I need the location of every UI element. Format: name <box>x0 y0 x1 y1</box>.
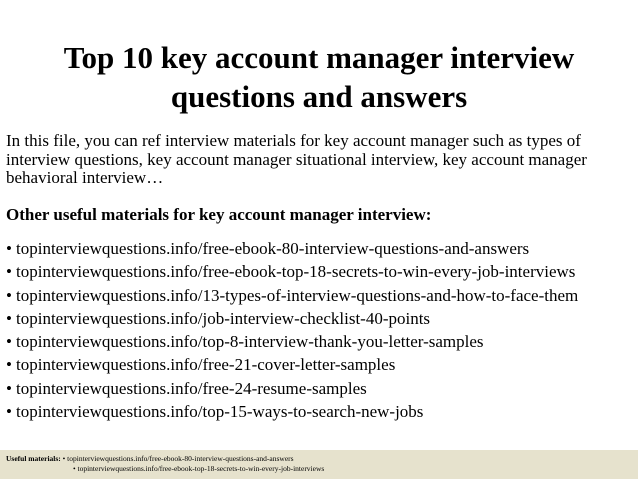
footer-link[interactable]: topinterviewquestions.info/free-ebook-top-18-secrets-to-win-every-job-interviews <box>77 463 325 473</box>
material-link[interactable]: topinterviewquestions.info/free-ebook-top-18-secrets-to-win-every-job-interviews <box>16 262 576 282</box>
list-item <box>6 262 578 285</box>
bullet-icon: • <box>6 262 12 282</box>
bullet-icon: • <box>6 308 12 328</box>
intro-line-2: interview questions, key account manager situational interview, key account manager <box>6 149 587 169</box>
list-item <box>6 355 578 378</box>
material-link[interactable]: topinterviewquestions.info/top-15-ways-to-search-new-jobs <box>16 402 424 422</box>
intro-paragraph <box>6 132 631 188</box>
bullet-icon: • <box>6 378 12 398</box>
materials-heading: Other useful materials for key account manager interview: <box>6 205 432 224</box>
list-item <box>6 239 578 262</box>
list-item <box>6 286 578 309</box>
material-link[interactable]: topinterviewquestions.info/free-ebook-80-interview-questions-and-answers <box>16 239 530 258</box>
list-item <box>6 379 578 402</box>
material-link[interactable]: topinterviewquestions.info/free-24-resume-samples <box>16 378 367 398</box>
footer-link[interactable]: topinterviewquestions.info/free-ebook-80-interview-questions-and-answers <box>67 454 294 463</box>
bullet-icon: • <box>6 332 12 352</box>
list-item <box>6 309 578 332</box>
material-link[interactable]: topinterviewquestions.info/job-interview-checklist-40-points <box>16 308 431 328</box>
material-link[interactable]: topinterviewquestions.info/free-21-cover-letter-samples <box>16 355 396 375</box>
bullet-icon: • <box>6 355 12 375</box>
materials-list <box>6 239 578 425</box>
footer-bar <box>0 450 638 479</box>
footer-label: Useful materials: <box>6 454 61 463</box>
footer-row-2 <box>73 464 324 474</box>
footer-row-1 <box>6 454 294 464</box>
bullet-icon: • <box>6 239 12 258</box>
title-line-2: questions and answers <box>170 79 468 114</box>
list-item <box>6 332 578 355</box>
footer-bullet-icon: • <box>62 454 66 463</box>
intro-line-3: behavioral interview… <box>6 168 164 187</box>
list-item <box>6 402 578 425</box>
footer-bullet-icon: • <box>73 463 76 473</box>
intro-line-1: In this file, you can ref interview materials for key account manager such as types of <box>6 131 581 150</box>
material-link[interactable]: topinterviewquestions.info/13-types-of-interview-questions-and-how-to-face-them <box>16 285 579 305</box>
material-link[interactable]: topinterviewquestions.info/top-8-interview-thank-you-letter-samples <box>16 332 484 352</box>
page-title <box>0 38 638 116</box>
title-line-1: Top 10 key account manager interview <box>63 40 575 75</box>
bullet-icon: • <box>6 402 12 422</box>
bullet-icon: • <box>6 285 12 305</box>
